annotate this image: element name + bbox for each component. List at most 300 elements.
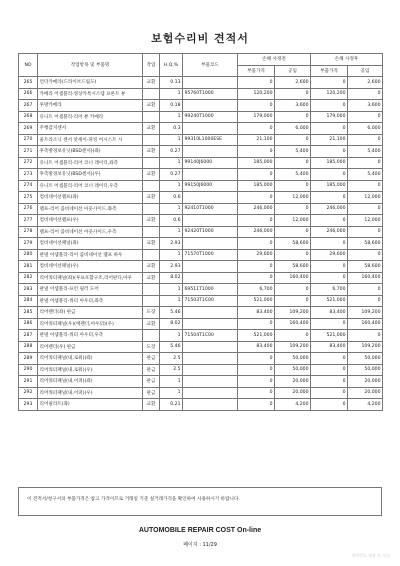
page-number: 페이지 : 11/29 (183, 542, 217, 548)
row-no: 276 (19, 203, 38, 215)
row-part-price-after: 6,700 (311, 284, 348, 296)
row-work: 교환 (143, 318, 160, 330)
row-item: 컴비네이션램프(좌) (38, 192, 143, 204)
row-code (183, 123, 238, 135)
row-labor-after: 109,200 (348, 341, 383, 353)
row-labor-before: 0 (275, 330, 311, 342)
row-labor-before: 0 (275, 249, 311, 261)
row-code (183, 387, 238, 399)
row-part-price-before: 83,400 (238, 307, 275, 319)
row-code (183, 399, 238, 411)
row-part-price-before: 179,000 (238, 111, 275, 123)
row-labor-after: 58,600 (348, 261, 383, 273)
row-part-price-after: 0 (311, 272, 348, 284)
row-labor-before: 0 (275, 111, 311, 123)
row-hqty: 5.46 (160, 307, 183, 319)
row-labor-before: 6,000 (275, 123, 311, 135)
row-code (183, 100, 238, 112)
row-labor-before: 20,000 (275, 376, 311, 388)
row-code: 99150J6000 (183, 180, 238, 192)
row-part-price-after: 29,600 (311, 249, 348, 261)
table-row (19, 180, 383, 192)
row-labor-before: 0 (275, 226, 311, 238)
row-work (143, 111, 160, 123)
table-row (19, 77, 383, 89)
row-no: 267 (19, 100, 38, 112)
row-labor-before: 0 (275, 134, 311, 146)
header-part-price-before: 부품가격 (238, 65, 275, 77)
row-hqty: 8.02 (160, 272, 183, 284)
row-labor-before: 109,200 (275, 307, 311, 319)
row-part-price-after: 246,000 (311, 203, 348, 215)
row-hqty: 2.93 (160, 261, 183, 273)
row-part-price-after: 83,400 (311, 341, 348, 353)
row-labor-before: 2,600 (275, 77, 311, 89)
row-no: 291 (19, 376, 38, 388)
row-hqty: 0.18 (160, 100, 183, 112)
row-item: 판넬 어셈블리-쿼터 아우터,좌측 (38, 295, 143, 307)
row-labor-before: 50,000 (275, 364, 311, 376)
row-labor-before: 3,600 (275, 100, 311, 112)
row-item: 리어펜더(좌) 판금 (38, 307, 143, 319)
row-part-price-before: 0 (238, 364, 275, 376)
row-labor-after: 109,200 (348, 307, 383, 319)
row-no: 266 (19, 88, 38, 100)
header-part-price-after: 부품가격 (311, 65, 348, 77)
table-row (19, 100, 383, 112)
row-hqty: 0.3 (160, 123, 183, 135)
table-row (19, 261, 383, 273)
row-labor-after: 2,600 (348, 77, 383, 89)
row-labor-after: 0 (348, 249, 383, 261)
header-labor-after: 공임 (348, 65, 383, 77)
row-code (183, 146, 238, 158)
table-row (19, 272, 383, 284)
row-item: 컴비네이션패널(좌) (38, 238, 143, 250)
estimate-rows (19, 77, 383, 411)
row-part-price-after: 246,000 (311, 226, 348, 238)
row-labor-after: 160,400 (348, 318, 383, 330)
table-row (19, 307, 383, 319)
row-labor-before: 0 (275, 203, 311, 215)
row-labor-after: 58,600 (348, 238, 383, 250)
row-no: 289 (19, 353, 38, 365)
row-part-price-after: 0 (311, 238, 348, 250)
row-labor-after: 0 (348, 157, 383, 169)
row-work (143, 157, 160, 169)
table-row (19, 192, 383, 204)
row-part-price-before: 185,000 (238, 180, 275, 192)
row-hqty: 1 (160, 295, 183, 307)
row-labor-after: 12,000 (348, 192, 383, 204)
header-after-group: 손해 사정후 (311, 54, 383, 66)
row-labor-after: 0 (348, 88, 383, 100)
table-row (19, 203, 383, 215)
row-work (143, 295, 160, 307)
row-part-price-after: 0 (311, 399, 348, 411)
row-hqty: 0.27 (160, 146, 183, 158)
row-hqty: 5.46 (160, 341, 183, 353)
header-labor-before: 공임 (275, 65, 311, 77)
header-before-group: 손해 사정전 (238, 54, 311, 66)
table-row (19, 146, 383, 158)
row-no: 277 (19, 215, 38, 227)
row-part-price-before: 0 (238, 169, 275, 181)
row-part-price-before: 0 (238, 318, 275, 330)
row-hqty: 1 (160, 88, 183, 100)
row-no: 272 (19, 157, 38, 169)
table-row (19, 387, 383, 399)
row-work: 교환 (143, 100, 160, 112)
row-labor-before: 58,600 (275, 238, 311, 250)
row-item: 리어쿼터패널(내,어퍼)(좌) (38, 376, 143, 388)
row-no: 288 (19, 341, 38, 353)
table-row (19, 353, 383, 365)
row-no: 271 (19, 146, 38, 158)
row-part-price-after: 0 (311, 77, 348, 89)
row-code (183, 192, 238, 204)
row-part-price-after: 521,000 (311, 295, 348, 307)
row-no: 279 (19, 238, 38, 250)
row-labor-after: 12,000 (348, 215, 383, 227)
row-part-price-after: 0 (311, 364, 348, 376)
row-part-price-before: 0 (238, 100, 275, 112)
row-labor-before: 0 (275, 180, 311, 192)
row-labor-before: 0 (275, 157, 311, 169)
row-part-price-before: 83,400 (238, 341, 275, 353)
row-hqty: 1 (160, 284, 183, 296)
row-part-price-before: 0 (238, 146, 275, 158)
row-work: 판금 (143, 364, 160, 376)
row-item: 유니트 어셈블리-리어 코너 레이더,좌측 (38, 157, 143, 169)
row-part-price-after: 0 (311, 387, 348, 399)
row-part-price-before: 521,000 (238, 330, 275, 342)
row-labor-after: 0 (348, 330, 383, 342)
row-labor-after: 0 (348, 180, 383, 192)
row-no: 282 (19, 272, 38, 284)
row-part-price-before: 0 (238, 399, 275, 411)
row-hqty: 1 (160, 387, 183, 399)
row-part-price-before: 29,600 (238, 249, 275, 261)
row-part-price-after: 0 (311, 353, 348, 365)
row-no: 274 (19, 180, 38, 192)
row-item: 리어쿼터패널(좌)(루프포함구조,리어판디,아우 (38, 272, 143, 284)
footer-brand: AUTOMOBILE REPAIR COST On-line (138, 527, 262, 534)
row-labor-after: 0 (348, 226, 383, 238)
row-hqty: 1 (160, 203, 183, 215)
row-hqty: 1 (160, 249, 183, 261)
row-part-price-after: 0 (311, 146, 348, 158)
row-code: 92420T1000 (183, 226, 238, 238)
row-labor-before: 160,400 (275, 318, 311, 330)
row-labor-before: 5,400 (275, 146, 311, 158)
row-part-price-after: 120,200 (311, 88, 348, 100)
row-work: 판금 (143, 387, 160, 399)
row-labor-after: 5,400 (348, 169, 383, 181)
row-part-price-after: 0 (311, 123, 348, 135)
row-labor-before: 109,200 (275, 341, 311, 353)
row-work (143, 88, 160, 100)
row-no: 278 (19, 226, 38, 238)
watermark: 계약번호 제출 후 작성 (351, 553, 390, 558)
row-item: 판넬 어셈블리-쿼터 아우터,우측 (38, 330, 143, 342)
row-code (183, 77, 238, 89)
row-labor-before: 0 (275, 295, 311, 307)
row-no: 293 (19, 399, 38, 411)
row-part-price-before: 0 (238, 387, 275, 399)
row-item: 카메라 어셈블리-영상카톡시스템 프론트 뷰 (38, 88, 143, 100)
table-row (19, 157, 383, 169)
row-code (183, 215, 238, 227)
table-row (19, 134, 383, 146)
row-labor-after: 5,400 (348, 146, 383, 158)
row-no: 273 (19, 169, 38, 181)
row-work: 교환 (143, 272, 160, 284)
row-part-price-before: 246,000 (238, 226, 275, 238)
row-part-price-before: 246,000 (238, 203, 275, 215)
estimate-table (18, 53, 383, 411)
row-item: 유니트 어셈블리-리어 뷰 카메라 (38, 111, 143, 123)
row-work (143, 203, 160, 215)
table-row (19, 364, 383, 376)
row-item: 울트라소닉 센서 앗세이-파킹 어시스트 시 (38, 134, 143, 146)
row-hqty: 0.13 (160, 77, 183, 89)
table-row (19, 249, 383, 261)
row-no: 285 (19, 307, 38, 319)
table-row (19, 111, 383, 123)
table-row (19, 341, 383, 353)
row-hqty: 1 (160, 376, 183, 388)
row-work: 판금 (143, 376, 160, 388)
row-work: 교환 (143, 77, 160, 89)
row-item: 언더카메라(드라이브드림도) (38, 77, 143, 89)
row-part-price-after: 0 (311, 192, 348, 204)
row-code: 71570T1000 (183, 249, 238, 261)
row-item: 램프-리어 콤비네이션 아웃사이드,좌측 (38, 203, 143, 215)
row-work (143, 134, 160, 146)
table-row (19, 284, 383, 296)
row-code (183, 364, 238, 376)
row-code: 95760T1000 (183, 88, 238, 100)
row-work: 도장 (143, 341, 160, 353)
row-part-price-before: 6,700 (238, 284, 275, 296)
row-labor-before: 12,000 (275, 215, 311, 227)
row-hqty: 2.5 (160, 353, 183, 365)
row-part-price-before: 0 (238, 192, 275, 204)
row-part-price-before: 0 (238, 238, 275, 250)
row-no: 275 (19, 192, 38, 204)
row-part-price-after: 179,000 (311, 111, 348, 123)
table-row (19, 295, 383, 307)
row-labor-after: 160,400 (348, 272, 383, 284)
row-part-price-after: 185,000 (311, 180, 348, 192)
row-part-price-after: 185,000 (311, 157, 348, 169)
row-work: 교환 (143, 169, 160, 181)
row-item: 리어쿼터패널(내,어퍼)(우) (38, 387, 143, 399)
row-item: 판넬 어셈블리-리어 콤비네이션 램프 하우 (38, 249, 143, 261)
row-code (183, 261, 238, 273)
row-work: 교환 (143, 123, 160, 135)
row-work: 교환 (143, 192, 160, 204)
row-labor-before: 0 (275, 88, 311, 100)
row-hqty: 1 (160, 226, 183, 238)
row-work: 교환 (143, 399, 160, 411)
row-hqty: 2.93 (160, 238, 183, 250)
table-row (19, 123, 383, 135)
row-part-price-after: 0 (311, 376, 348, 388)
row-item: 리어필라트(좌) (38, 399, 143, 411)
row-part-price-after: 21,100 (311, 134, 348, 146)
row-item: 리어쿼터패널(우)(에펜더,아우터)(우) (38, 318, 143, 330)
row-part-price-after: 0 (311, 261, 348, 273)
table-row (19, 88, 383, 100)
row-hqty: 0.21 (160, 399, 183, 411)
row-no: 270 (19, 134, 38, 146)
row-labor-after: 0 (348, 111, 383, 123)
row-item: 리어쿼터패널(내,로워)(좌) (38, 353, 143, 365)
row-code (183, 341, 238, 353)
row-work (143, 226, 160, 238)
row-hqty: 1 (160, 157, 183, 169)
row-code (183, 272, 238, 284)
row-item: 후측방경보유닛(BSD센서)(좌) (38, 146, 143, 158)
row-hqty: 0.6 (160, 215, 183, 227)
row-part-price-after: 0 (311, 169, 348, 181)
row-labor-before: 0 (275, 284, 311, 296)
row-no: 290 (19, 364, 38, 376)
row-labor-after: 50,000 (348, 353, 383, 365)
row-part-price-before: 0 (238, 77, 275, 89)
row-code: 71504T1C00 (183, 330, 238, 342)
row-item: 램프-리어 콤비네이션 아웃사이드,우측 (38, 226, 143, 238)
header-hqty: H.Q.% (160, 54, 183, 77)
header-no: NO (19, 54, 38, 77)
row-part-price-before: 0 (238, 376, 275, 388)
row-part-price-after: 0 (311, 318, 348, 330)
row-code: 99240T1000 (183, 111, 238, 123)
row-labor-before: 50,000 (275, 353, 311, 365)
row-work (143, 284, 160, 296)
row-no: 269 (19, 123, 38, 135)
row-no: 280 (19, 249, 38, 261)
row-part-price-before: 0 (238, 123, 275, 135)
row-hqty: 0.27 (160, 169, 183, 181)
row-part-price-before: 21,100 (238, 134, 275, 146)
row-part-price-before: 0 (238, 353, 275, 365)
row-part-price-before: 0 (238, 215, 275, 227)
row-part-price-before: 185,000 (238, 157, 275, 169)
row-item: 컴비네이션패널(우) (38, 261, 143, 273)
row-no: 286 (19, 318, 38, 330)
row-work (143, 180, 160, 192)
table-row (19, 215, 383, 227)
row-hqty: 8.02 (160, 318, 183, 330)
row-work: 도장 (143, 307, 160, 319)
row-item: 컴비네이션램프(우) (38, 215, 143, 227)
row-labor-before: 20,000 (275, 387, 311, 399)
row-part-price-before: 0 (238, 261, 275, 273)
row-item: 주행감지센서 (38, 123, 143, 135)
row-no: 265 (19, 77, 38, 89)
header-work: 작업 (143, 54, 160, 77)
row-work (143, 249, 160, 261)
row-work: 교환 (143, 238, 160, 250)
row-labor-before: 160,400 (275, 272, 311, 284)
row-code: 99140J6000 (183, 157, 238, 169)
row-code: 99310L1000ESE (183, 134, 238, 146)
table-row (19, 226, 383, 238)
row-labor-after: 3,600 (348, 100, 383, 112)
row-labor-after: 0 (348, 284, 383, 296)
row-labor-before: 12,000 (275, 192, 311, 204)
row-item: 유니트 어셈블리-리어 코너 레이더,우측 (38, 180, 143, 192)
document-title: 보험수리비 견적서 (151, 32, 249, 45)
table-row (19, 318, 383, 330)
row-item: 후측방경보유닛(BSD센서)(우) (38, 169, 143, 181)
row-labor-after: 20,000 (348, 387, 383, 399)
row-code: 92410T1000 (183, 203, 238, 215)
row-code (183, 376, 238, 388)
row-work: 교환 (143, 146, 160, 158)
row-labor-after: 0 (348, 203, 383, 215)
row-no: 281 (19, 261, 38, 273)
row-work (143, 330, 160, 342)
row-work: 판금 (143, 353, 160, 365)
row-code: 69511T1000 (183, 284, 238, 296)
row-labor-before: 5,400 (275, 169, 311, 181)
row-part-price-before: 0 (238, 272, 275, 284)
row-part-price-before: 120,200 (238, 88, 275, 100)
row-labor-after: 6,000 (348, 123, 383, 135)
row-hqty: 1 (160, 330, 183, 342)
header-code: 부품코드 (183, 54, 238, 77)
row-item: 판넬 어셈블리-프런 필러 도어 (38, 284, 143, 296)
row-no: 292 (19, 387, 38, 399)
row-part-price-after: 0 (311, 215, 348, 227)
table-row (19, 376, 383, 388)
row-no: 284 (19, 295, 38, 307)
row-no: 283 (19, 284, 38, 296)
row-code (183, 238, 238, 250)
table-row (19, 399, 383, 411)
table-row (19, 238, 383, 250)
row-item: 리어쿼터패널(내,로워)(우) (38, 364, 143, 376)
disclaimer-note: 이 견적서/청구서의 부품가격은 참고 가격이므로 거래일 기준 실거래가격을 확인하여 사용하시기 바랍니다. (18, 487, 382, 516)
row-code (183, 307, 238, 319)
row-labor-after: 0 (348, 295, 383, 307)
table-row (19, 330, 383, 342)
row-labor-before: 4,200 (275, 399, 311, 411)
row-code (183, 169, 238, 181)
row-code (183, 353, 238, 365)
row-part-price-after: 0 (311, 100, 348, 112)
row-labor-after: 20,000 (348, 376, 383, 388)
table-row (19, 169, 383, 181)
header-item: 작업항목 및 부품명 (38, 54, 143, 77)
row-code (183, 318, 238, 330)
row-labor-after: 4,200 (348, 399, 383, 411)
row-work: 교환 (143, 261, 160, 273)
row-part-price-before: 521,000 (238, 295, 275, 307)
row-no: 268 (19, 111, 38, 123)
row-part-price-after: 83,400 (311, 307, 348, 319)
row-no: 287 (19, 330, 38, 342)
row-item: 리어펜더(우) 판금 (38, 341, 143, 353)
row-labor-after: 50,000 (348, 364, 383, 376)
row-hqty: 0.6 (160, 192, 183, 204)
row-hqty: 1 (160, 111, 183, 123)
row-labor-before: 58,600 (275, 261, 311, 273)
